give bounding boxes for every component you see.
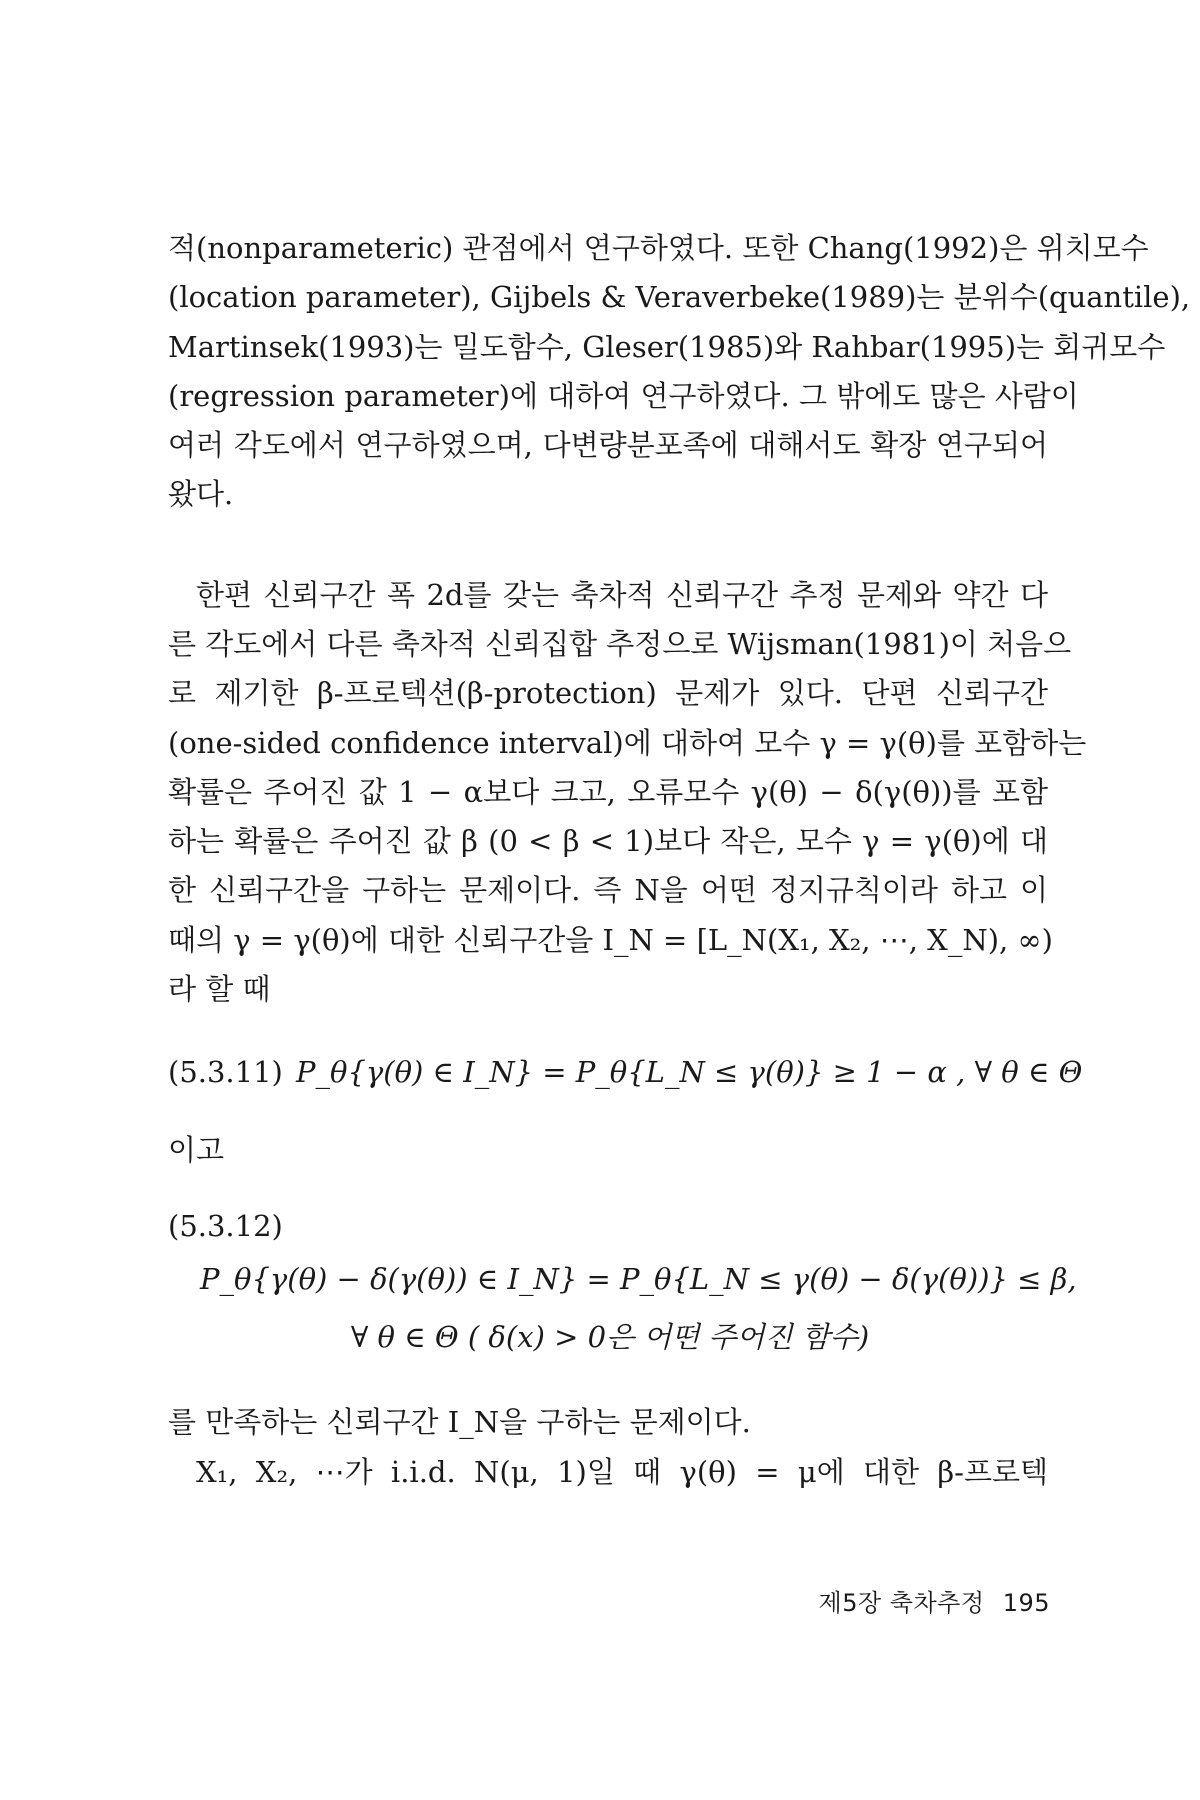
paragraph1-line: 왔다.	[168, 477, 234, 511]
paragraph2-line: 라 할 때	[168, 972, 271, 1006]
paragraph2-line: 한편 신뢰구간 폭 2d를 갖는 축차적 신뢰구간 추정 문제와 약간 다	[196, 578, 1048, 612]
paragraph1-line: (regression parameter)에 대하여 연구하였다. 그 밖에도 많은 사람이	[168, 379, 1079, 413]
page-number: 195	[1002, 1589, 1050, 1617]
paragraph1-line: 여러 각도에서 연구하였으며, 다변량분포족에 대해서도 확장 연구되어	[168, 428, 1048, 462]
paragraph2-line: (one-sided confidence interval)에 대하여 모수 γ = γ(θ)를 포함하는	[168, 726, 1087, 760]
equation-number: (5.3.12)	[168, 1209, 283, 1243]
equation-5-3-11	[168, 1052, 1083, 1092]
paragraph3-line: 를 만족하는 신뢰구간 I_N을 구하는 문제이다.	[168, 1405, 751, 1439]
equation-5-3-12-line1: P_θ{γ(θ) − δ(γ(θ)) ∈ I_N} = P_θ{L_N ≤ γ(θ) − δ(γ(θ))} ≤ β,	[200, 1262, 1077, 1296]
paragraph1-line: 적(nonparameteric) 관점에서 연구하였다. 또한 Chang(1992)은 위치모수	[168, 231, 1149, 265]
paragraph2-line: 한 신뢰구간을 구하는 문제이다. 즉 N을 어떤 정지규칙이라 하고 이	[168, 873, 1048, 907]
equation-5-3-12-line2: ∀ θ ∈ Θ ( δ(x) > 0은 어떤 주어진 함수)	[350, 1320, 870, 1354]
page-footer	[760, 1583, 1050, 1618]
paragraph1-line: Martinsek(1993)는 밀도함수, Gleser(1985)와 Rahbar(1995)는 회귀모수	[168, 330, 1166, 364]
chapter-title: 제5장 축차추정	[818, 1589, 985, 1617]
equation-number: (5.3.11)	[168, 1055, 283, 1089]
equation-body: P_θ{γ(θ) ∈ I_N} = P_θ{L_N ≤ γ(θ)} ≥ 1 − α , ∀ θ ∈ Θ	[296, 1055, 1083, 1089]
paragraph3-line: X₁, X₂, ⋯가 i.i.d. N(μ, 1)일 때 γ(θ) = μ에 대한 β-프로텍	[196, 1455, 1048, 1489]
paragraph2-line: 른 각도에서 다른 축차적 신뢰집합 추정으로 Wijsman(1981)이 처음으	[168, 627, 1072, 661]
paragraph2-line: 확률은 주어진 값 1 − α보다 크고, 오류모수 γ(θ) − δ(γ(θ))를 포함	[168, 775, 1048, 809]
paragraph2-line: 때의 γ = γ(θ)에 대한 신뢰구간을 I_N = [L_N(X₁, X₂, ⋯, X_N), ∞)	[168, 923, 1053, 957]
paragraph2-line: 로 제기한 β-프로텍션(β-protection) 문제가 있다. 단편 신뢰구간	[168, 676, 1048, 710]
paragraph2-line: 하는 확률은 주어진 값 β (0 < β < 1)보다 작은, 모수 γ = γ(θ)에 대	[168, 824, 1048, 858]
paragraph1-line: (location parameter), Gijbels & Veraverbeke(1989)는 분위수(quantile),	[168, 280, 1191, 314]
connector-text: 이고	[168, 1133, 225, 1167]
